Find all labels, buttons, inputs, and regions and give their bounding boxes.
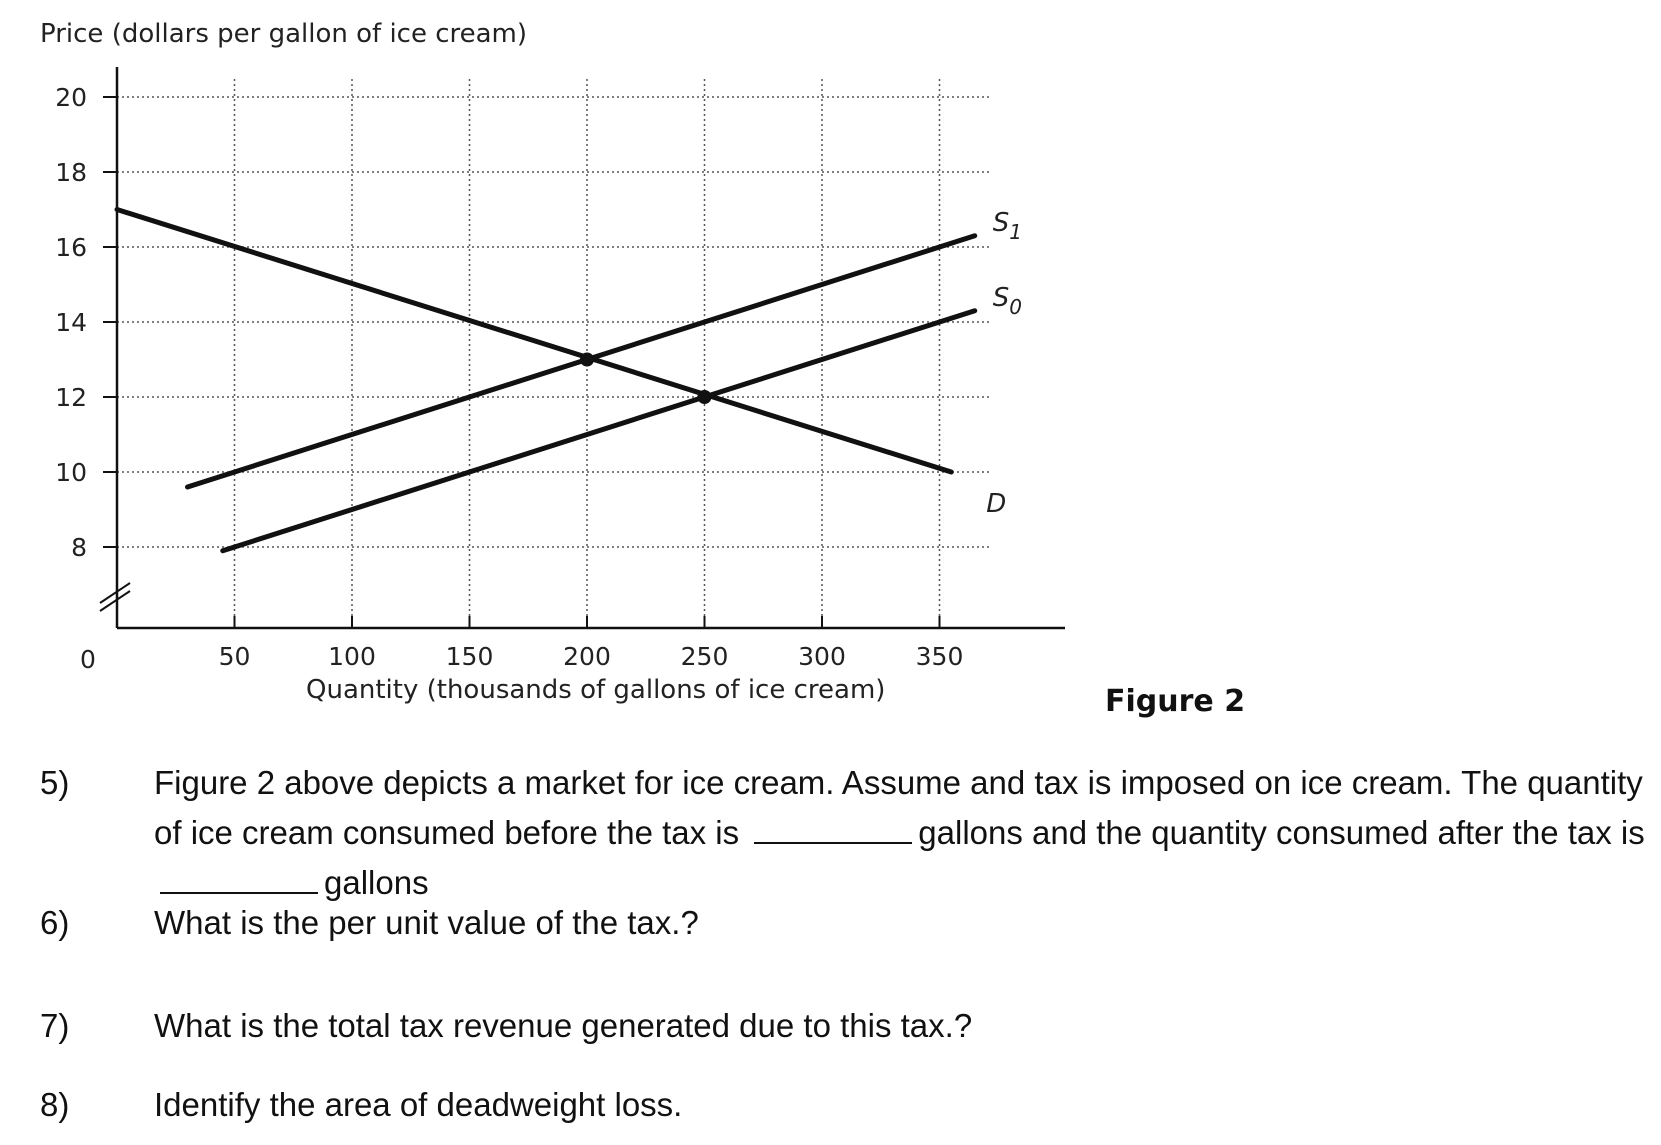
curve-label-d: D	[986, 489, 1007, 519]
x-tick-label: 300	[798, 642, 846, 671]
y-axis-title: Price (dollars per gallon of ice cream)	[40, 19, 528, 49]
question-number: 8)	[40, 1086, 70, 1123]
answer-blank[interactable]	[160, 864, 318, 894]
question-text: What is the total tax revenue generated due to this tax.?	[154, 1007, 973, 1044]
question-text: What is the per unit value of the tax.?	[154, 904, 699, 941]
curve-label-s0: $S_0$	[992, 282, 1022, 319]
y-tick-label: 12	[55, 383, 87, 412]
question-text-part: gallons	[324, 864, 429, 901]
x-tick-label: 100	[328, 642, 376, 671]
y-tick-label: 18	[55, 158, 87, 187]
x-tick-label: 350	[915, 642, 964, 671]
figure-caption: Figure 2	[1105, 684, 1246, 719]
equilibrium-point	[580, 353, 594, 367]
question-text-part: gallons and the quantity consumed after the tax is	[918, 814, 1645, 851]
tick-labels	[55, 83, 963, 671]
curves	[117, 208, 1022, 551]
question-number: 5)	[40, 764, 70, 801]
equilibrium-point	[698, 390, 712, 404]
curve-label-s1: $S_1$	[992, 207, 1022, 244]
y-tick-label: 8	[71, 533, 87, 562]
question-number: 7)	[40, 1007, 70, 1044]
x-tick-label: 200	[563, 642, 611, 671]
y-tick-label: 20	[55, 83, 87, 112]
curve-d	[117, 210, 951, 473]
x-tick-label: 250	[680, 642, 729, 671]
x-tick-label: 150	[445, 642, 494, 671]
curve-s0	[223, 311, 975, 551]
y-tick-label: 10	[55, 458, 87, 487]
question-text-part: Figure 2 above depicts a market for ice cream. Assume and tax is imposed on ice cream. The quantity of ice cream consumed before the tax is	[154, 764, 1643, 851]
origin-label: 0	[80, 645, 96, 674]
grid-lines	[117, 79, 990, 628]
x-tick-label: 50	[218, 642, 251, 671]
question-text: Identify the area of deadweight loss.	[154, 1086, 683, 1123]
y-tick-label: 14	[55, 308, 87, 337]
y-tick-label: 16	[55, 233, 87, 262]
question-text	[154, 758, 1654, 908]
question-number: 6)	[40, 904, 70, 941]
answer-blank[interactable]	[754, 814, 912, 844]
x-axis-title: Quantity (thousands of gallons of ice cream)	[306, 675, 886, 705]
